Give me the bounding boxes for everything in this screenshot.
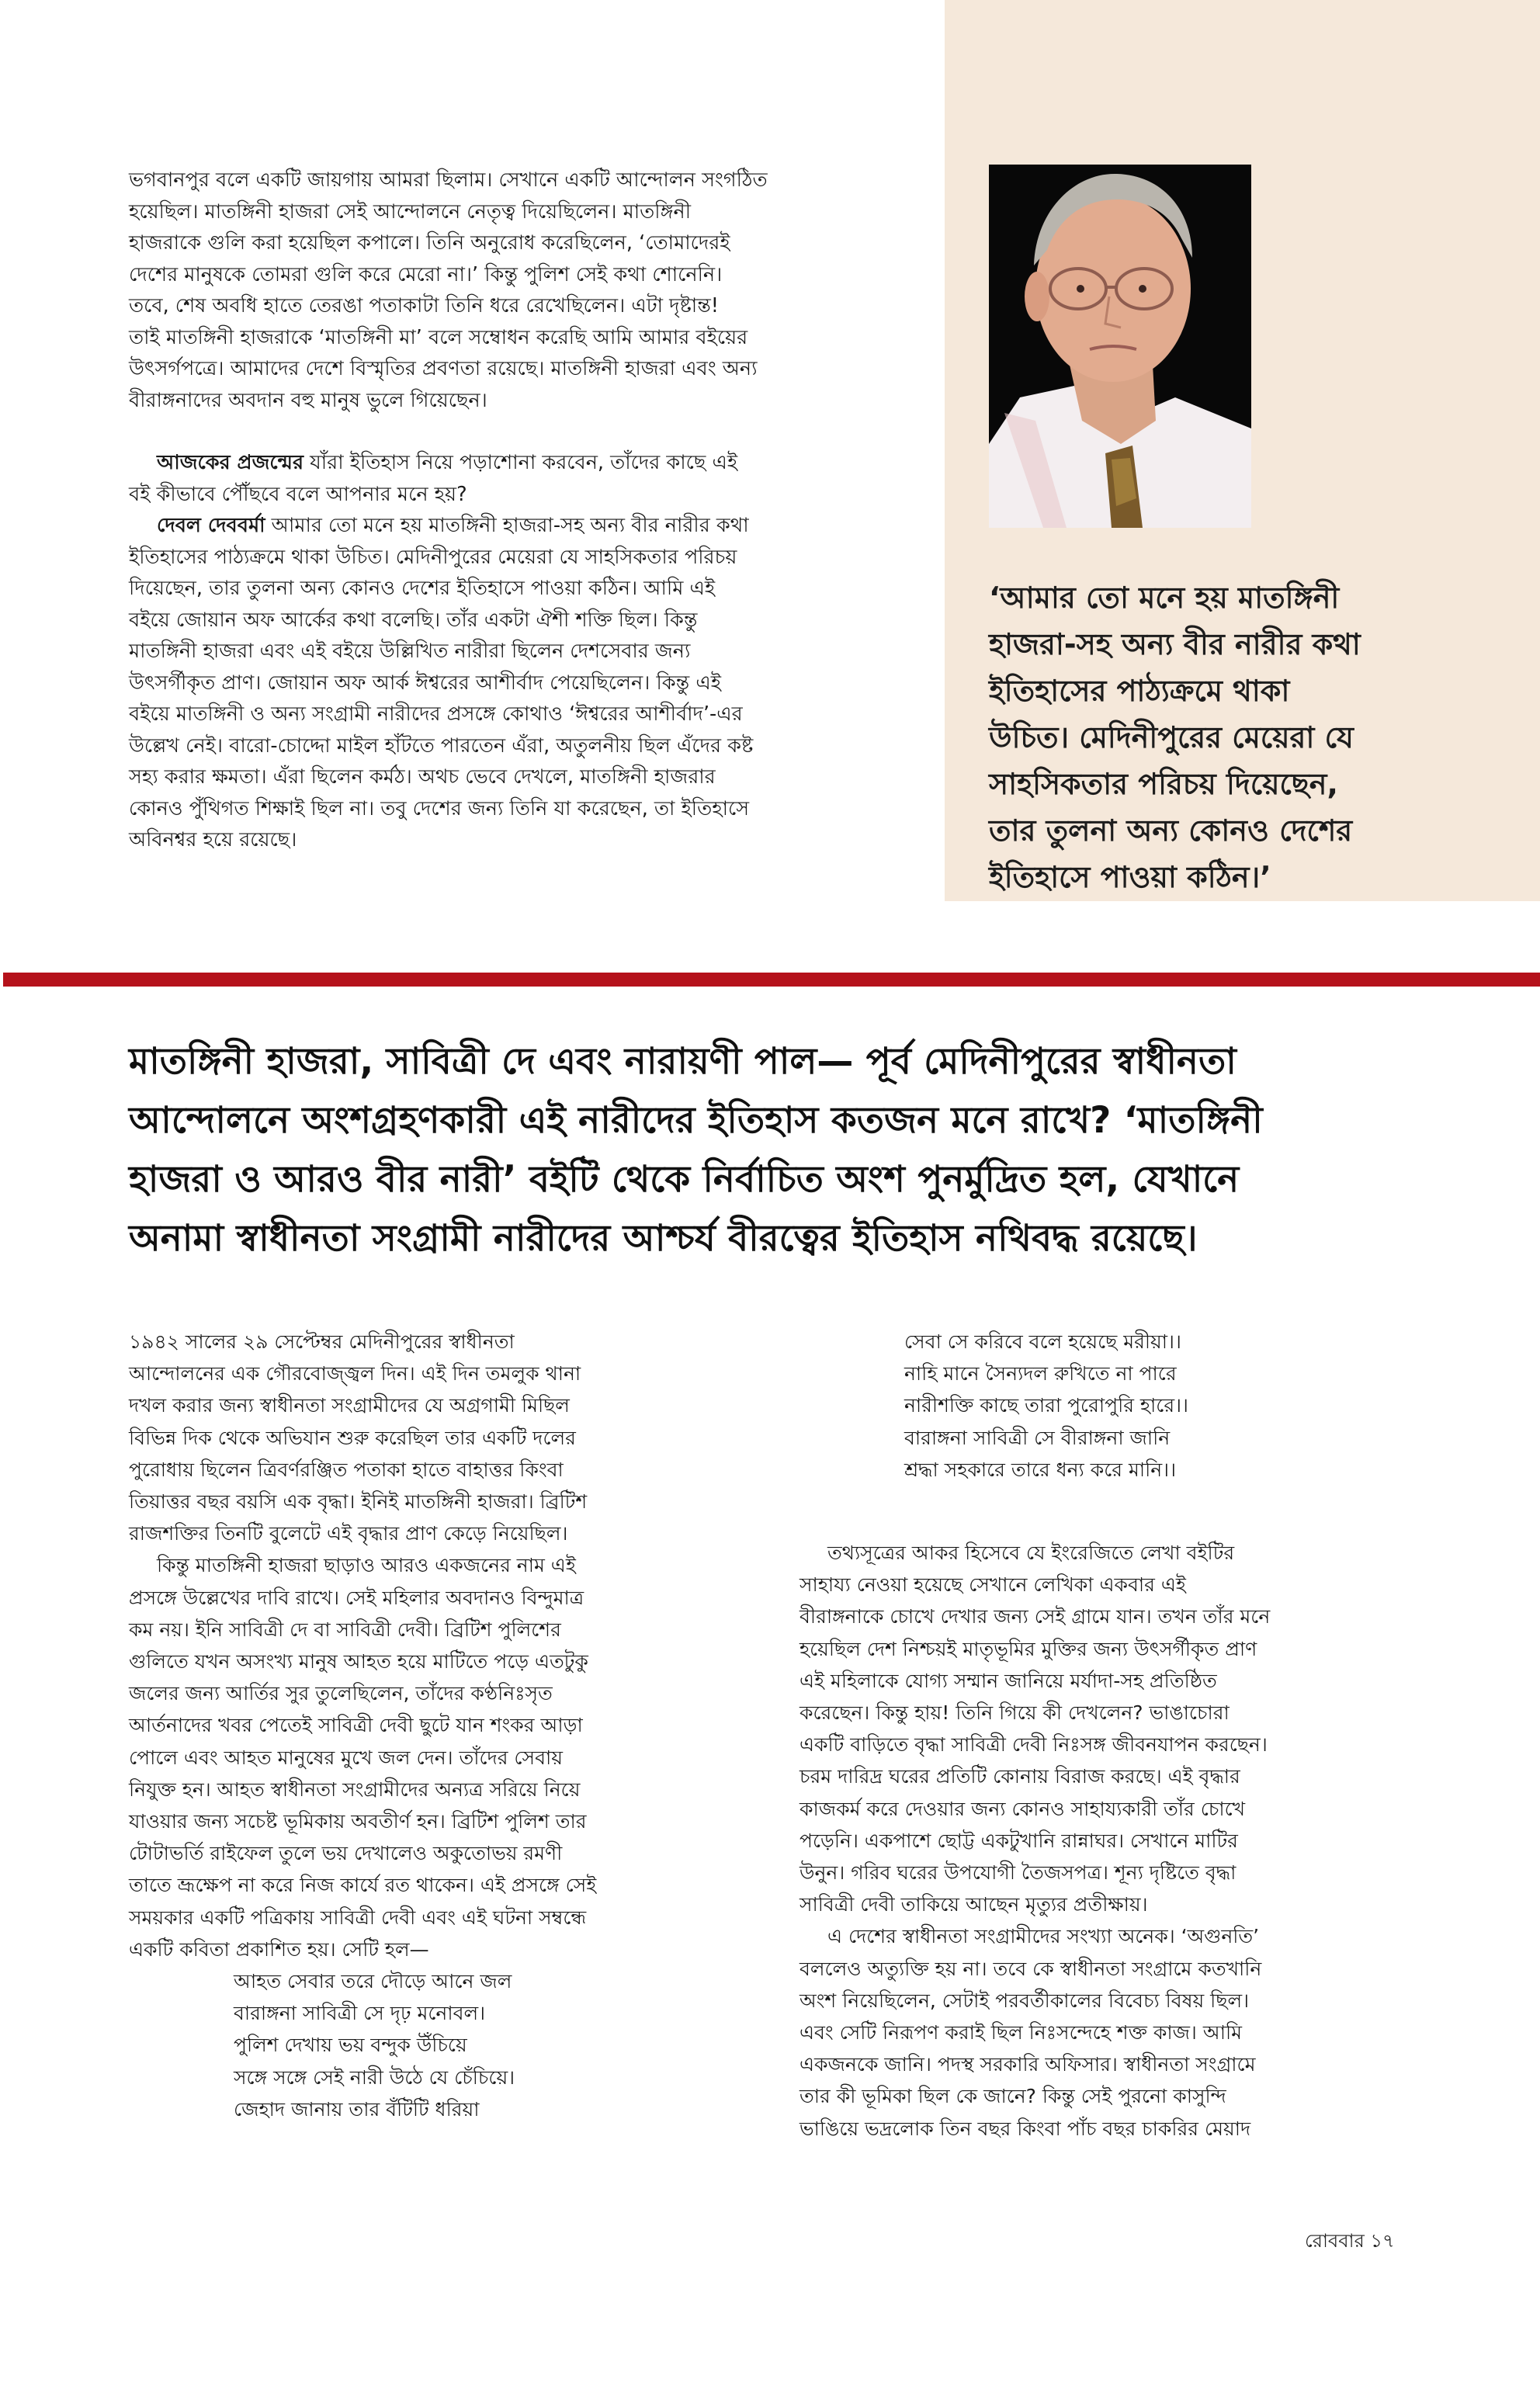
standfirst-line: অনামা স্বাধীনতা সংগ্রামী নারীদের আশ্চর্য বীরত্বের ইতিহাস নথিবদ্ধ রয়েছে। (129, 1217, 1198, 1260)
page-folio (1305, 2229, 1395, 2253)
text-line: বীরাঙ্গনাদের অবদান বহু মানুষ ভুলে গিয়েছেন। (129, 388, 487, 412)
text-line: মাতঙ্গিনী হাজরা এবং এই বইয়ে উল্লিখিত নারীরা ছিলেন দেশসেবার জন্য (129, 640, 691, 663)
text-line: হয়েছিল দেশ নিশ্চয়ই মাতৃভূমির মুক্তির জন্য উৎসর্গীকৃত প্রাণ (799, 1637, 1257, 1660)
paragraph-gap (129, 416, 913, 447)
excerpt-paragraph (799, 1537, 1413, 1920)
text-line: সাবিত্রী দেবী তাকিয়ে আছেন মৃত্যুর প্রতীক্ষায়। (799, 1893, 1148, 1916)
text-line: সাহায্য নেওয়া হয়েছে সেখানে লেখিকা একবার এই (799, 1573, 1186, 1597)
text-line: এ দেশের স্বাধীনতা সংগ্রামীদের সংখ্যা অনেক। ‘অগুনতি’ (827, 1925, 1260, 1948)
pull-quote-line: সাহসিকতার পরিচয় দিয়েছেন, (989, 767, 1338, 801)
text-line: পোলে এবং আহত মানুষের মুখে জল দেন। তাঁদের সেবায় (129, 1746, 563, 1769)
verse-line: সেবা সে করিবে বলে হয়েছে মরীয়া।। (904, 1330, 1181, 1353)
excerpt-paragraph (129, 1549, 742, 1965)
text-line: একজনকে জানি। পদস্থ সরকারি অফিসার। স্বাধীনতা সংগ্রামে (799, 2053, 1256, 2076)
excerpt-paragraph (799, 1920, 1413, 2144)
section-divider-rule (3, 973, 1540, 987)
text-line: গুলিতে যখন অসংখ্য মানুষ আহত হয়ে মাটিতে পড়ে এতটুকু (129, 1650, 588, 1673)
publication-name: রোববার (1305, 2230, 1365, 2252)
text-line: কিন্তু মাতঙ্গিনী হাজরা ছাড়াও আরও একজনের নাম এই (157, 1554, 576, 1577)
verse-line: নারীশক্তি কাছে তারা পুরোপুরি হারে।। (904, 1394, 1188, 1417)
pull-quote-line: ইতিহাসে পাওয়া কঠিন।’ (989, 860, 1271, 894)
verse-line: নাহি মানে সৈন্যদল রুখিতে না পারে (904, 1362, 1177, 1386)
verse-line: আহত সেবার তরে দৌড়ে আনে জল (234, 1970, 512, 1993)
portrait-photo (989, 165, 1251, 528)
text-line: দিয়েছেন, তার তুলনা অন্য কোনও দেশের ইতিহাসে পাওয়া কঠিন। আমি এই (129, 577, 716, 600)
text-line: পড়েনি। একপাশে ছোট্ট একটুখানি রান্নাঘর। সেখানে মাটির (799, 1829, 1238, 1852)
verse-line: বারাঙ্গনা সাবিত্রী সে দৃঢ় মনোবল। (234, 2002, 486, 2025)
text-line: হাজরাকে গুলি করা হয়েছিল কপালে। তিনি অনুরোধ করেছিলেন, ‘তোমাদেরই (129, 231, 730, 255)
text-line: উনুন। গরিব ঘরের উপযোগী তৈজসপত্র। শূন্য দৃষ্টিতে বৃদ্ধা (799, 1861, 1237, 1885)
pull-quote-line: ইতিহাসের পাঠ্যক্রমে থাকা (989, 674, 1290, 708)
text-line: দখল করার জন্য স্বাধীনতা সংগ্রামীদের যে অগ্রগামী মিছিল (129, 1394, 570, 1417)
text-line: বললেও অত্যুক্তি হয় না। তবে কে স্বাধীনতা সংগ্রামে কতখানি (799, 1957, 1262, 1980)
page-number: ১৭ (1370, 2230, 1395, 2252)
poem-verse (129, 1965, 742, 2125)
text-line: চরম দারিদ্র ঘরের প্রতিটি কোনায় বিরাজ করছে। এই বৃদ্ধার (799, 1765, 1240, 1788)
verse-line: সঙ্গে সঙ্গে সেই নারী উঠে যে চেঁচিয়ে। (234, 2065, 515, 2089)
text-line: সহ্য করার ক্ষমতা। এঁরা ছিলেন কর্মঠ। অথচ ভেবে দেখলে, মাতঙ্গিনী হাজরার (129, 765, 716, 789)
text-line: অংশ নিয়েছিলেন, সেটাই পরবর্তীকালের বিবেচ্য বিষয় ছিল। (799, 1989, 1250, 2012)
text-line: টোটাভর্তি রাইফেল তুলে ভয় দেখালেও অকুতোভয় রমণী (129, 1842, 563, 1865)
standfirst-line: হাজরা ও আরও বীর নারী’ বইটি থেকে নির্বাচিত অংশ পুনর্মুদ্রিত হল, যেখানে (129, 1158, 1240, 1201)
text-line: পুরোধায় ছিলেন ত্রিবর্ণরঞ্জিত পতাকা হাতে বাহাত্তর কিংবা (129, 1458, 564, 1481)
text-line: উৎসর্গপত্রে। আমাদের দেশে বিস্মৃতির প্রবণতা রয়েছে। মাতঙ্গিনী হাজরা এবং অন্য (129, 357, 758, 380)
interview-question (129, 447, 913, 510)
text-line: যাওয়ার জন্য সচেষ্ট ভূমিকায় অবতীর্ণ হন। ব্রিটিশ পুলিশ তার (129, 1810, 587, 1833)
text-line: বইয়ে জোয়ান অফ আর্কের কথা বলেছি। তাঁর একটা ঐশী শক্তি ছিল। কিন্তু (129, 608, 698, 632)
text-line: তার কী ভূমিকা ছিল কে জানে? কিন্তু সেই পুরনো কাসুন্দি (799, 2085, 1226, 2108)
question-lead: আজকের প্রজন্মের (157, 451, 303, 474)
verse-line: পুলিশ দেখায় ভয় বন্দুক উঁচিয়ে (234, 2034, 467, 2057)
pull-quote (989, 574, 1470, 900)
text-line: রাজশক্তির তিনটি বুলেটে এই বৃদ্ধার প্রাণ কেড়ে নিয়েছিল। (129, 1522, 568, 1545)
text-line: জলের জন্য আর্তির সুর তুলেছিলেন, তাঁদের কণ্ঠনিঃসৃত (129, 1682, 553, 1705)
text-line: এই মহিলাকে যোগ্য সম্মান জানিয়ে মর্যাদা-সহ প্রতিষ্ঠিত (799, 1669, 1217, 1692)
text-line: তিয়াত্তর বছর বয়সি এক বৃদ্ধা। ইনিই মাতঙ্গিনী হাজরা। ব্রিটিশ (129, 1490, 588, 1514)
text-line: ভগবানপুর বলে একটি জায়গায় আমরা ছিলাম। সেখানে একটি আন্দোলন সংগঠিত (129, 168, 768, 192)
text-line: নিযুক্ত হন। আহত স্বাধীনতা সংগ্রামীদের অন্যত্র সরিয়ে নিয়ে (129, 1777, 581, 1801)
text-line: কাজকর্ম করে দেওয়ার জন্য কোনও সাহায্যকারী তাঁর চোখে (799, 1797, 1246, 1820)
person-portrait-icon (989, 165, 1251, 528)
text-line: কোনও পুঁথিগত শিক্ষাই ছিল না। তবু দেশের জন্য তিনি যা করেছেন, তা ইতিহাসে (129, 796, 750, 820)
text-line: একটি কবিতা প্রকাশিত হয়। সেটি হল— (129, 1937, 429, 1961)
text-line: করেছেন। কিন্তু হায়! তিনি গিয়ে কী দেখলেন? ভাঙাচোরা (799, 1701, 1230, 1725)
text-line: এবং সেটি নিরূপণ করাই ছিল নিঃসন্দেহে শক্ত কাজ। আমি (799, 2021, 1243, 2044)
text-line: অবিনশ্বর হয়ে রয়েছে। (129, 828, 297, 851)
verse-line: বারাঙ্গনা সাবিত্রী সে বীরাঙ্গনা জানি (904, 1426, 1171, 1449)
answer-text: আমার তো মনে হয় মাতঙ্গিনী হাজরা-সহ অন্য বীর নারীর কথা (265, 514, 749, 537)
text-line: কম নয়। ইনি সাবিত্রী দে বা সাবিত্রী দেবী। ব্রিটিশ পুলিশের (129, 1618, 561, 1641)
text-line: সময়কার একটি পত্রিকায় সাবিত্রী দেবী এবং এই ঘটনা সম্বন্ধে (129, 1906, 587, 1929)
pull-quote-line: ‘আমার তো মনে হয় মাতঙ্গিনী (989, 581, 1340, 615)
interview-answer (129, 510, 913, 856)
poem-verse-continued (799, 1326, 1413, 1486)
text-line: তথ্যসূত্রের আকর হিসেবে যে ইংরেজিতে লেখা বইটির (827, 1542, 1235, 1565)
interview-answer-continued (129, 165, 913, 416)
text-line: দেশের মানুষকে তোমরা গুলি করে মেরো না।’ কিন্তু পুলিশ সেই কথা শোনেনি। (129, 262, 723, 286)
pull-quote-line: তার তুলনা অন্য কোনও দেশের (989, 813, 1353, 848)
excerpt-column-left (129, 1326, 742, 2125)
text-line: একটি বাড়িতে বৃদ্ধা সাবিত্রী দেবী নিঃসঙ্গ জীবনযাপন করছেন। (799, 1733, 1268, 1757)
verse-line: শ্রদ্ধা সহকারে তারে ধন্য করে মানি।। (904, 1458, 1177, 1481)
sidebar-panel (945, 0, 1540, 901)
text-line: ভাঙিয়ে ভদ্রলোক তিন বছর কিংবা পাঁচ বছর চাকরির মেয়াদ (799, 2117, 1251, 2140)
text-line: তাতে ভ্রূক্ষেপ না করে নিজ কার্যে রত থাকেন। এই প্রসঙ্গে সেই (129, 1874, 597, 1897)
text-line: উৎসর্গীকৃত প্রাণ। জোয়ান অফ আর্ক ঈশ্বরের আশীর্বাদ পেয়েছিলেন। কিন্তু এই (129, 671, 721, 695)
text-line (129, 447, 913, 479)
text-line: বীরাঙ্গনাকে চোখে দেখার জন্য সেই গ্রামে যান। তখন তাঁর মনে (799, 1605, 1271, 1628)
speaker-name: দেবল দেববর্মা (157, 514, 265, 537)
text-line: বইয়ে মাতঙ্গিনী ও অন্য সংগ্রামী নারীদের প্রসঙ্গে কোথাও ‘ঈশ্বরের আশীর্বাদ’-এর (129, 702, 743, 726)
text-line: ইতিহাসের পাঠ্যক্রমে থাকা উচিত। মেদিনীপুরের মেয়েরা যে সাহসিকতার পরিচয় (129, 545, 737, 569)
verse-line: জেহাদ জানায় তার বঁটিটি ধরিয়া (234, 2097, 480, 2121)
text-line: তাই মাতঙ্গিনী হাজরাকে ‘মাতঙ্গিনী মা’ বলে সম্বোধন করেছি আমি আমার বইয়ের (129, 325, 748, 349)
text-line: ১৯৪২ সালের ২৯ সেপ্টেম্বর মেদিনীপুরের স্বাধীনতা (129, 1330, 515, 1353)
pull-quote-line: উচিত। মেদিনীপুরের মেয়েরা যে (989, 720, 1354, 754)
text-line (129, 510, 913, 542)
text-line: বই কীভাবে পৌঁছবে বলে আপনার মনে হয়? (129, 482, 467, 506)
question-text: যাঁরা ইতিহাস নিয়ে পড়াশোনা করবেন, তাঁদের কাছে এই (303, 451, 738, 474)
excerpt-column-right (799, 1326, 1413, 2145)
interview-section (129, 165, 913, 856)
paragraph-gap (799, 1486, 1413, 1537)
standfirst-deck (129, 1032, 1448, 1268)
pull-quote-line: হাজরা-সহ অন্য বীর নারীর কথা (989, 627, 1361, 661)
standfirst-line: মাতঙ্গিনী হাজরা, সাবিত্রী দে এবং নারায়ণী পাল— পূর্ব মেদিনীপুরের স্বাধীনতা (129, 1040, 1237, 1083)
text-line: তবে, শেষ অবধি হাতে তেরঙা পতাকাটা তিনি ধরে রেখেছিলেন। এটা দৃষ্টান্ত! (129, 294, 719, 317)
standfirst-line: আন্দোলনে অংশগ্রহণকারী এই নারীদের ইতিহাস কতজন মনে রাখে? ‘মাতঙ্গিনী (129, 1099, 1263, 1142)
text-line: উল্লেখ নেই। বারো-চোদ্দো মাইল হাঁটতে পারতেন এঁরা, অতুলনীয় ছিল এঁদের কষ্ট (129, 734, 754, 758)
text-line: প্রসঙ্গে উল্লেখের দাবি রাখে। সেই মহিলার অবদানও বিন্দুমাত্র (129, 1586, 584, 1609)
excerpt-paragraph (129, 1326, 742, 1549)
text-line: হয়েছিল। মাতঙ্গিনী হাজরা সেই আন্দোলনে নেতৃত্ব দিয়েছিলেন। মাতঙ্গিনী (129, 199, 692, 224)
text-line: বিভিন্ন দিক থেকে অভিযান শুরু করেছিল তার একটি দলের (129, 1426, 576, 1449)
text-line: আর্তনাদের খবর পেতেই সাবিত্রী দেবী ছুটে যান শংকর আড়া (129, 1714, 583, 1737)
text-line: আন্দোলনের এক গৌরবোজ্জ্বল দিন। এই দিন তমলুক থানা (129, 1362, 581, 1386)
